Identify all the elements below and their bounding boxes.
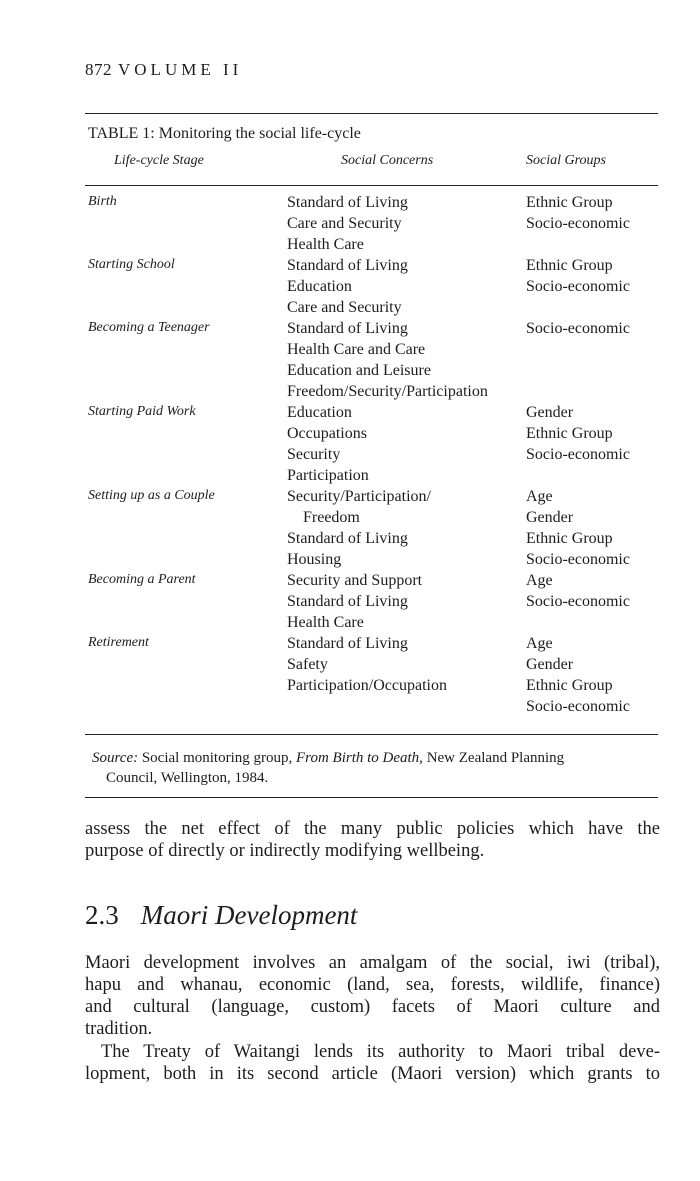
table-row xyxy=(85,572,658,593)
cell-social-group: Ethnic Group xyxy=(526,257,613,274)
table-row xyxy=(85,593,658,614)
cell-social-concern: Standard of Living xyxy=(287,593,408,610)
cell-social-concern: Safety xyxy=(287,656,328,673)
cell-life-cycle-stage: Becoming a Teenager xyxy=(88,320,210,335)
cell-social-group: Socio-economic xyxy=(526,446,630,463)
table-row xyxy=(85,425,658,446)
cell-life-cycle-stage: Becoming a Parent xyxy=(88,572,196,587)
cell-social-concern: Occupations xyxy=(287,425,367,442)
table-row xyxy=(85,446,658,467)
cell-life-cycle-stage: Birth xyxy=(88,194,117,209)
table-row xyxy=(85,257,658,278)
table-row xyxy=(85,488,658,509)
section-title: Maori Development xyxy=(140,900,358,930)
cell-social-concern: Standard of Living xyxy=(287,635,408,652)
column-header-stage: Life-cycle Stage xyxy=(114,153,204,168)
cell-life-cycle-stage: Retirement xyxy=(88,635,149,650)
cell-social-concern: Participation/Occupation xyxy=(287,677,447,694)
table-row xyxy=(85,362,658,383)
source-work-title: From Birth to Death, xyxy=(296,750,423,766)
table-row xyxy=(85,677,658,698)
table-row xyxy=(85,299,658,320)
table-bottom-rule xyxy=(85,734,658,735)
text-line: and cultural (language, custom) facets of Maori culture and xyxy=(85,997,660,1017)
table-row xyxy=(85,656,658,677)
table-row xyxy=(85,215,658,236)
table-row xyxy=(85,614,658,635)
table-caption: TABLE 1: Monitoring the social life-cycle xyxy=(88,125,361,142)
section-heading xyxy=(85,900,357,931)
cell-social-concern: Participation xyxy=(287,467,369,484)
paragraph-continuation xyxy=(85,818,660,862)
table-row xyxy=(85,530,658,551)
table-row xyxy=(85,509,658,530)
cell-social-concern: Health Care xyxy=(287,236,364,253)
cell-social-group: Socio-economic xyxy=(526,320,630,337)
cell-social-group: Socio-economic xyxy=(526,215,630,232)
table-row xyxy=(85,320,658,341)
text-line: Maori development involves an amalgam of the social, iwi (tribal), xyxy=(85,953,660,973)
cell-social-concern: Standard of Living xyxy=(287,530,408,547)
volume-label: VOLUME II xyxy=(118,60,243,79)
cell-social-concern: Health Care and Care xyxy=(287,341,426,358)
cell-life-cycle-stage: Starting Paid Work xyxy=(88,404,196,419)
cell-social-concern: Freedom xyxy=(303,509,360,526)
cell-social-group: Gender xyxy=(526,404,574,421)
text-line: assess the net effect of the many public policies which have the xyxy=(85,819,660,839)
table-row xyxy=(85,467,658,488)
source-publisher: New Zealand Planning xyxy=(426,750,565,766)
cell-social-concern: Housing xyxy=(287,551,342,568)
cell-life-cycle-stage: Setting up as a Couple xyxy=(88,488,215,503)
cell-social-group: Gender xyxy=(526,509,574,526)
cell-social-group: Gender xyxy=(526,656,574,673)
cell-social-concern: Security/Participation/ xyxy=(287,488,431,505)
table-source-note xyxy=(92,748,662,788)
column-header-concerns: Social Concerns xyxy=(341,153,434,168)
cell-social-concern: Care and Security xyxy=(287,215,402,232)
cell-social-group: Ethnic Group xyxy=(526,194,613,211)
table-row xyxy=(85,236,658,257)
text-line: purpose of directly or indirectly modifying wellbeing. xyxy=(85,841,485,861)
table-row xyxy=(85,698,658,719)
table-row xyxy=(85,194,658,215)
source-label: Source: xyxy=(92,750,139,766)
paragraph-treaty xyxy=(85,1041,660,1085)
cell-social-group: Socio-economic xyxy=(526,278,630,295)
cell-social-concern: Education and Leisure xyxy=(287,362,431,379)
table-header-rule xyxy=(85,185,658,186)
column-header-groups: Social Groups xyxy=(526,153,606,168)
cell-social-group: Ethnic Group xyxy=(526,530,613,547)
table-row xyxy=(85,551,658,572)
cell-social-group: Socio-economic xyxy=(526,551,630,568)
source-line-2: Council, Wellington, 1984. xyxy=(106,770,269,786)
cell-social-group: Age xyxy=(526,572,553,589)
page-number: 872 xyxy=(85,60,112,79)
cell-social-group: Ethnic Group xyxy=(526,677,613,694)
text-line: The Treaty of Waitangi lends its authority to Maori tribal deve- xyxy=(101,1042,660,1062)
page-header xyxy=(85,60,242,80)
cell-social-concern: Standard of Living xyxy=(287,257,408,274)
cell-social-concern: Standard of Living xyxy=(287,194,408,211)
paragraph-maori-development xyxy=(85,952,660,1040)
cell-social-concern: Freedom/Security/Participation xyxy=(287,383,488,400)
cell-social-group: Socio-economic xyxy=(526,593,630,610)
table-row xyxy=(85,383,658,404)
cell-social-group: Socio-economic xyxy=(526,698,630,715)
cell-social-concern: Security xyxy=(287,446,341,463)
cell-social-concern: Education xyxy=(287,278,352,295)
table-row xyxy=(85,635,658,656)
cell-social-group: Age xyxy=(526,488,553,505)
source-text: Social monitoring group, xyxy=(141,750,293,766)
table-top-rule xyxy=(85,113,658,114)
cell-social-group: Age xyxy=(526,635,553,652)
cell-social-concern: Education xyxy=(287,404,352,421)
cell-social-concern: Standard of Living xyxy=(287,320,408,337)
text-line: hapu and whanau, economic (land, sea, forests, wildlife, finance) xyxy=(85,975,660,995)
cell-social-concern: Security and Support xyxy=(287,572,423,589)
text-line: lopment, both in its second article (Maori version) which grants to xyxy=(85,1064,660,1084)
section-number: 2.3 xyxy=(85,900,119,930)
source-bottom-rule xyxy=(85,797,658,798)
text-line: tradition. xyxy=(85,1019,153,1039)
cell-social-concern: Health Care xyxy=(287,614,364,631)
cell-social-group: Ethnic Group xyxy=(526,425,613,442)
table-row xyxy=(85,278,658,299)
table-row xyxy=(85,341,658,362)
cell-social-concern: Care and Security xyxy=(287,299,402,316)
table-row xyxy=(85,404,658,425)
cell-life-cycle-stage: Starting School xyxy=(88,257,175,272)
